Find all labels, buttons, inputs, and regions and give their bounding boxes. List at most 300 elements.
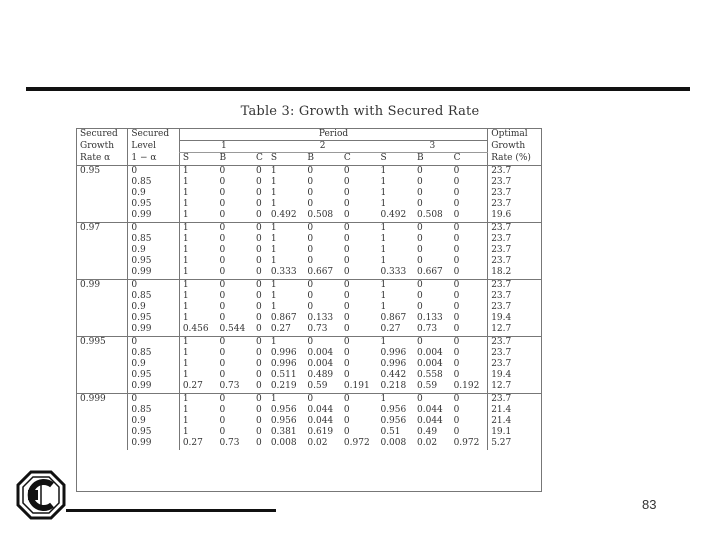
top-rule <box>26 87 690 91</box>
cell-secured-level: 0.9 <box>128 188 179 199</box>
cell-p3-s: 0.333 <box>380 267 407 278</box>
cell-p2-s: 1 <box>268 336 305 348</box>
cell-p3-s: 0.956 <box>380 404 407 415</box>
cell-p3-s: 0.27 <box>380 324 401 335</box>
cell-p3-c: 0 <box>453 188 460 199</box>
header-period-3: 3 <box>377 141 487 153</box>
cell-p2-s: 0.996 <box>270 359 297 370</box>
cell-optimal-rate: 23.7 <box>488 177 541 188</box>
cell-optimal-rate: 23.7 <box>488 165 541 177</box>
cell-p1-c: 0 <box>256 165 262 176</box>
cell-p2-c: 0 <box>343 256 350 267</box>
cell-secured-level: 0.95 <box>128 370 179 381</box>
cell-p3-s: 1 <box>380 245 387 256</box>
bottom-rule <box>66 509 276 512</box>
cell-optimal-rate: 23.7 <box>488 199 541 210</box>
cell-growth-rate <box>77 256 128 267</box>
cell-p3-s: 1 <box>380 199 387 210</box>
cell-p2-s: 1 <box>270 256 277 267</box>
cell-p2-s: 0.511 <box>270 370 297 381</box>
header-sub-b: B <box>414 153 451 165</box>
cell-p2-c: 0 <box>341 336 378 348</box>
cell-p2-c: 0 <box>343 313 350 324</box>
table-row <box>77 381 541 393</box>
cell-p3-s: 0.008 <box>380 438 407 449</box>
cell-p3-b: 0.133 <box>417 313 443 324</box>
cell-p1-s: 1 <box>179 348 216 359</box>
cell-growth-rate: 0.995 <box>77 336 128 348</box>
cell-p3-c: 0 <box>453 347 460 358</box>
cell-p3-b: 0 <box>414 279 451 291</box>
cell-growth-rate <box>77 188 128 199</box>
cell-p1-c: 0 <box>256 188 262 199</box>
cell-p1-s: 1 <box>179 234 216 245</box>
cell-p1-b: 0.73 <box>219 438 240 449</box>
cell-secured-level: 0.95 <box>128 427 179 438</box>
cell-optimal-rate: 23.7 <box>488 188 541 199</box>
cell-p1-b: 0 <box>219 313 226 324</box>
cell-p3-c: 0 <box>451 393 488 405</box>
cell-optimal-rate: 23.7 <box>488 302 541 313</box>
cell-p3-c: 0 <box>453 210 460 221</box>
table-row <box>77 324 541 336</box>
cell-p2-b: 0.619 <box>307 427 334 438</box>
cell-p2-c: 0 <box>343 233 350 244</box>
cell-p2-s: 0.219 <box>270 381 297 392</box>
table-row <box>77 234 541 245</box>
cell-p3-b: 0 <box>417 256 423 267</box>
header-secured-level-2: Level <box>128 141 179 153</box>
cell-p3-b: 0.02 <box>417 438 438 449</box>
cell-p2-c: 0 <box>343 165 350 176</box>
cell-p1-b: 0.73 <box>219 381 240 392</box>
cell-p3-s: 1 <box>377 279 414 291</box>
cell-p2-b: 0.02 <box>307 438 328 449</box>
cell-p1-s: 0.27 <box>179 381 216 393</box>
cell-p2-b: 0 <box>304 393 341 405</box>
cell-p2-b: 0.044 <box>307 416 334 427</box>
cell-p2-b: 0.044 <box>307 404 334 415</box>
cell-p2-b: 0 <box>307 302 314 313</box>
cell-p1-s: 1 <box>179 245 216 256</box>
cell-growth-rate <box>77 267 128 279</box>
cell-p1-b: 0 <box>219 427 226 438</box>
table-row <box>77 336 541 348</box>
cell-p3-b: 0 <box>414 393 451 405</box>
cell-p2-b: 0.73 <box>307 324 328 335</box>
cell-p2-c: 0 <box>341 279 378 291</box>
cell-p3-b: 0 <box>417 188 423 199</box>
table-row <box>77 188 541 199</box>
header-sub-s: S <box>377 153 414 165</box>
cell-p3-b: 0 <box>417 199 423 210</box>
cell-p2-c: 0 <box>343 427 350 438</box>
header-secured-growth-3: Rate α <box>77 153 128 165</box>
cell-p3-c: 0 <box>453 245 460 256</box>
cell-secured-level: 0.95 <box>128 199 179 210</box>
cell-secured-level: 0.9 <box>128 302 179 313</box>
cell-p3-s: 0.51 <box>380 427 401 438</box>
cell-p1-c: 0 <box>256 290 262 301</box>
cell-p3-s: 0.492 <box>380 210 407 221</box>
cell-p3-s: 0.867 <box>380 313 407 324</box>
cell-p3-c: 0 <box>453 199 460 210</box>
cell-p2-s: 1 <box>270 188 277 199</box>
cell-p3-c: 0 <box>453 256 460 267</box>
cell-p3-b: 0 <box>414 336 451 348</box>
header-period-2: 2 <box>268 141 378 153</box>
cell-p1-b: 0 <box>219 256 226 267</box>
university-seal-logo <box>16 470 66 520</box>
cell-p2-s: 0.333 <box>270 267 297 278</box>
cell-p1-b: 0 <box>219 210 226 221</box>
cell-p2-c: 0 <box>343 290 350 301</box>
cell-p1-c: 0 <box>256 347 262 358</box>
cell-p1-c: 0 <box>256 267 262 278</box>
cell-growth-rate <box>77 324 128 336</box>
cell-p3-s: 0.996 <box>380 347 407 358</box>
cell-p3-c: 0 <box>453 370 460 381</box>
cell-p1-s: 1 <box>179 291 216 302</box>
cell-optimal-rate: 23.7 <box>488 245 541 256</box>
cell-p3-b: 0.508 <box>417 210 443 221</box>
cell-p1-b: 0 <box>219 290 226 301</box>
cell-p1-s: 1 <box>179 416 216 427</box>
cell-optimal-rate: 19.4 <box>488 313 541 324</box>
cell-p3-s: 1 <box>380 188 387 199</box>
cell-p3-c: 0 <box>453 290 460 301</box>
cell-p1-s: 1 <box>179 359 216 370</box>
cell-p1-b: 0 <box>219 416 226 427</box>
cell-p1-s: 1 <box>179 393 216 405</box>
cell-p3-s: 0.956 <box>380 416 407 427</box>
cell-secured-level: 0.85 <box>128 348 179 359</box>
cell-p2-s: 1 <box>268 279 305 291</box>
table-row <box>77 267 541 279</box>
cell-secured-level: 0 <box>128 165 179 177</box>
header-row-2 <box>77 141 541 153</box>
cell-p1-c: 0 <box>256 233 262 244</box>
cell-p2-b: 0.004 <box>307 347 334 358</box>
cell-growth-rate: 0.99 <box>77 279 128 291</box>
cell-p3-b: 0 <box>417 302 423 313</box>
cell-p2-c: 0.191 <box>343 381 370 392</box>
cell-secured-level: 0.99 <box>128 381 179 393</box>
cell-optimal-rate: 23.7 <box>488 256 541 267</box>
cell-p2-b: 0.667 <box>307 267 334 278</box>
cell-p3-b: 0 <box>417 233 423 244</box>
table-row <box>77 222 541 234</box>
cell-p1-s: 1 <box>179 222 216 234</box>
cell-p3-b: 0.044 <box>417 404 443 415</box>
cell-p2-s: 1 <box>268 393 305 405</box>
cell-growth-rate <box>77 313 128 324</box>
cell-p1-c: 0 <box>256 370 262 381</box>
cell-secured-level: 0.9 <box>128 416 179 427</box>
cell-optimal-rate: 21.4 <box>488 405 541 416</box>
cell-p2-c: 0 <box>343 404 350 415</box>
cell-p1-s: 0.456 <box>179 324 216 336</box>
cell-p1-s: 1 <box>179 302 216 313</box>
cell-p2-b: 0.133 <box>307 313 334 324</box>
cell-growth-rate <box>77 199 128 210</box>
cell-p1-c: 0 <box>256 438 262 449</box>
cell-p1-b: 0 <box>219 165 226 176</box>
cell-p1-s: 1 <box>179 279 216 291</box>
cell-optimal-rate: 23.7 <box>488 336 541 348</box>
cell-p1-s: 1 <box>179 210 216 222</box>
cell-p2-c: 0 <box>343 210 350 221</box>
cell-p1-b: 0 <box>219 199 226 210</box>
cell-p3-c: 0 <box>453 233 460 244</box>
cell-secured-level: 0 <box>128 393 179 405</box>
header-secured-growth-2: Growth <box>80 140 115 151</box>
cell-p3-c: 0 <box>453 359 460 370</box>
table-row <box>77 438 541 449</box>
cell-p1-c: 0 <box>253 222 268 234</box>
cell-p3-s: 0.442 <box>380 370 407 381</box>
cell-p1-c: 0 <box>256 256 262 267</box>
cell-p1-s: 1 <box>179 267 216 279</box>
table-row <box>77 416 541 427</box>
cell-optimal-rate: 23.7 <box>488 359 541 370</box>
cell-p1-c: 0 <box>256 210 262 221</box>
table-row <box>77 370 541 381</box>
cell-optimal-rate: 23.7 <box>488 393 541 405</box>
cell-p1-b: 0 <box>216 222 253 234</box>
cell-secured-level: 0.85 <box>128 234 179 245</box>
cell-p2-c: 0 <box>343 176 350 187</box>
cell-optimal-rate: 23.7 <box>488 222 541 234</box>
cell-p2-b: 0 <box>304 336 341 348</box>
table-row <box>77 393 541 405</box>
header-period-1: 1 <box>179 141 268 153</box>
cell-p2-s: 0.27 <box>270 324 291 335</box>
cell-p3-s: 1 <box>377 336 414 348</box>
cell-p2-b: 0.004 <box>307 359 334 370</box>
cell-growth-rate: 0.95 <box>80 165 101 176</box>
cell-secured-level: 0.99 <box>128 324 179 336</box>
cell-optimal-rate: 23.7 <box>488 279 541 291</box>
cell-secured-level: 0.85 <box>128 177 179 188</box>
cell-p3-c: 0 <box>453 165 460 176</box>
header-period: Period <box>179 129 487 141</box>
cell-growth-rate <box>77 359 128 370</box>
cell-p2-s: 1 <box>270 199 277 210</box>
cell-growth-rate <box>77 370 128 381</box>
cell-p3-b: 0.667 <box>417 267 443 278</box>
table-row <box>77 359 541 370</box>
cell-p1-b: 0 <box>219 188 226 199</box>
growth-table-container <box>76 128 542 492</box>
cell-p1-c: 0 <box>253 393 268 405</box>
cell-optimal-rate: 18.2 <box>488 267 541 279</box>
cell-p3-b: 0 <box>417 245 423 256</box>
cell-p1-c: 0 <box>256 245 262 256</box>
cell-p2-c: 0 <box>343 370 350 381</box>
cell-p1-s: 1 <box>179 256 216 267</box>
cell-secured-level: 0 <box>128 336 179 348</box>
cell-growth-rate <box>77 245 128 256</box>
cell-p1-b: 0 <box>216 279 253 291</box>
cell-p1-c: 0 <box>256 324 262 335</box>
growth-table <box>77 129 541 450</box>
cell-p2-s: 0.492 <box>270 210 297 221</box>
cell-p2-b: 0 <box>307 165 314 176</box>
cell-p2-c: 0 <box>341 222 378 234</box>
cell-p2-s: 1 <box>270 233 277 244</box>
cell-p2-s: 1 <box>270 290 277 301</box>
cell-p2-c: 0 <box>341 393 378 405</box>
cell-p3-b: 0 <box>417 290 423 301</box>
table-row <box>77 302 541 313</box>
cell-secured-level: 0 <box>128 222 179 234</box>
cell-p1-c: 0 <box>256 381 262 392</box>
cell-growth-rate <box>77 405 128 416</box>
cell-growth-rate <box>77 302 128 313</box>
cell-secured-level: 0.9 <box>128 359 179 370</box>
cell-growth-rate <box>77 210 128 222</box>
cell-p3-b: 0.004 <box>417 347 443 358</box>
cell-optimal-rate: 19.6 <box>488 210 541 222</box>
cell-p3-c: 0.192 <box>453 381 480 392</box>
table-row <box>77 279 541 291</box>
cell-growth-rate: 0.999 <box>77 393 128 405</box>
cell-p3-c: 0.972 <box>453 438 480 449</box>
table-row <box>77 256 541 267</box>
table-row <box>77 177 541 188</box>
cell-p2-s: 0.008 <box>270 438 297 449</box>
cell-p1-b: 0 <box>219 404 226 415</box>
cell-p2-s: 1 <box>268 222 305 234</box>
cell-p3-s: 1 <box>380 290 387 301</box>
cell-p2-c: 0 <box>343 359 350 370</box>
cell-p2-b: 0 <box>307 176 314 187</box>
cell-p2-c: 0 <box>343 347 350 358</box>
cell-p2-b: 0.508 <box>307 210 334 221</box>
header-sub-s: S <box>268 153 305 165</box>
header-secured-level-1: Secured <box>128 129 179 141</box>
cell-p2-b: 0 <box>307 233 314 244</box>
cell-p1-b: 0 <box>219 347 226 358</box>
cell-p2-s: 0.867 <box>270 313 297 324</box>
cell-p3-s: 1 <box>380 256 387 267</box>
header-optimal-2: Growth <box>488 141 541 153</box>
table-row <box>77 165 541 177</box>
cell-p2-b: 0 <box>307 256 314 267</box>
cell-p3-b: 0.49 <box>417 427 438 438</box>
cell-p3-s: 1 <box>380 165 387 176</box>
cell-p1-b: 0 <box>216 393 253 405</box>
page-number: 83 <box>642 497 657 512</box>
cell-p1-b: 0.544 <box>219 324 246 335</box>
cell-p1-c: 0 <box>256 404 262 415</box>
cell-p3-c: 0 <box>451 279 488 291</box>
cell-optimal-rate: 12.7 <box>488 324 541 336</box>
cell-p3-s: 1 <box>380 302 387 313</box>
cell-growth-rate <box>77 177 128 188</box>
cell-p1-b: 0 <box>219 245 226 256</box>
cell-p3-s: 1 <box>380 233 387 244</box>
cell-growth-rate <box>77 416 128 427</box>
cell-optimal-rate: 5.27 <box>488 438 541 449</box>
cell-p2-b: 0 <box>307 290 314 301</box>
cell-secured-level: 0.95 <box>128 313 179 324</box>
cell-p2-c: 0 <box>343 188 350 199</box>
cell-p3-b: 0.73 <box>417 324 438 335</box>
cell-p2-s: 0.956 <box>270 416 297 427</box>
cell-p1-c: 0 <box>256 199 262 210</box>
cell-p2-s: 0.956 <box>270 404 297 415</box>
cell-p1-c: 0 <box>253 336 268 348</box>
cell-p2-s: 1 <box>270 176 277 187</box>
cell-p3-s: 0.996 <box>380 359 407 370</box>
header-optimal-1: Optimal <box>488 129 541 141</box>
cell-p3-c: 0 <box>453 302 460 313</box>
cell-p1-s: 1 <box>179 188 216 199</box>
cell-p3-b: 0 <box>417 176 423 187</box>
cell-p3-c: 0 <box>453 313 460 324</box>
header-sub-c: C <box>253 153 268 165</box>
cell-p3-c: 0 <box>451 336 488 348</box>
cell-p2-s: 0.381 <box>270 427 297 438</box>
cell-p1-s: 1 <box>179 313 216 324</box>
cell-p2-s: 1 <box>270 245 277 256</box>
cell-p1-s: 1 <box>179 199 216 210</box>
cell-p1-b: 0 <box>219 233 226 244</box>
cell-p1-b: 0 <box>219 359 226 370</box>
cell-optimal-rate: 23.7 <box>488 291 541 302</box>
cell-secured-level: 0.9 <box>128 245 179 256</box>
cell-p3-c: 0 <box>453 176 460 187</box>
cell-optimal-rate: 23.7 <box>488 348 541 359</box>
cell-secured-level: 0.99 <box>128 438 179 449</box>
cell-secured-level: 0.95 <box>128 256 179 267</box>
cell-p1-s: 1 <box>179 427 216 438</box>
cell-p3-s: 1 <box>380 176 387 187</box>
cell-secured-level: 0.99 <box>128 210 179 222</box>
cell-p3-c: 0 <box>451 222 488 234</box>
cell-p3-c: 0 <box>453 267 460 278</box>
cell-secured-level: 0.99 <box>128 267 179 279</box>
table-header <box>77 129 541 165</box>
cell-p3-b: 0.59 <box>417 381 438 392</box>
cell-p1-c: 0 <box>253 279 268 291</box>
cell-p3-s: 1 <box>377 393 414 405</box>
cell-p1-b: 0 <box>219 370 226 381</box>
cell-p3-c: 0 <box>453 416 460 427</box>
cell-p2-c: 0 <box>343 267 350 278</box>
table-row <box>77 210 541 222</box>
cell-p1-s: 1 <box>179 177 216 188</box>
table-row <box>77 245 541 256</box>
cell-p3-c: 0 <box>453 404 460 415</box>
cell-p3-s: 1 <box>377 222 414 234</box>
table-body <box>77 165 541 450</box>
cell-secured-level: 0 <box>128 279 179 291</box>
header-sub-c: C <box>341 153 378 165</box>
cell-p2-c: 0 <box>343 302 350 313</box>
header-sub-c: C <box>451 153 488 165</box>
cell-p2-c: 0.972 <box>343 438 370 449</box>
cell-p3-b: 0.004 <box>417 359 443 370</box>
table-row <box>77 291 541 302</box>
cell-p1-b: 0 <box>219 302 226 313</box>
cell-optimal-rate: 19.1 <box>488 427 541 438</box>
cell-growth-rate <box>77 234 128 245</box>
cell-p2-c: 0 <box>343 199 350 210</box>
cell-p2-s: 0.996 <box>270 347 297 358</box>
